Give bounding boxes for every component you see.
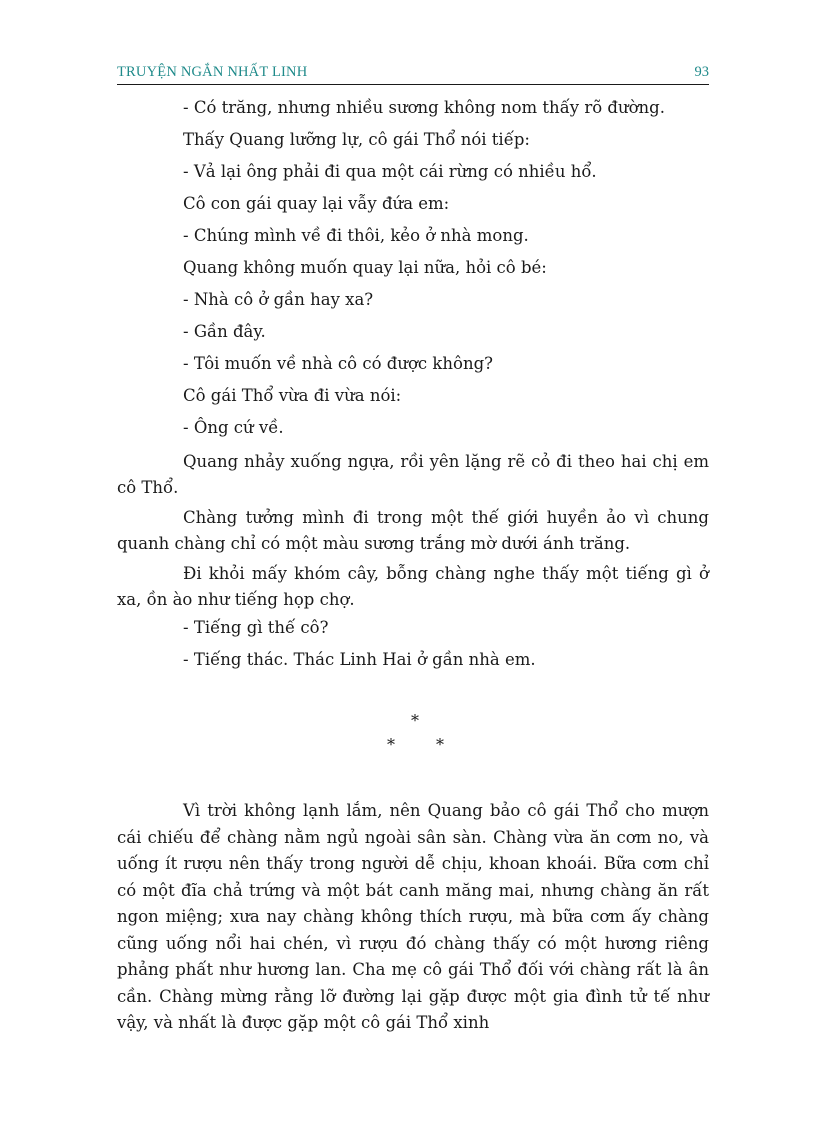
dialogue-line: - Tiếng gì thế cô? — [183, 618, 329, 637]
narration-line: Cô gái Thổ vừa đi vừa nói: — [183, 386, 402, 405]
page-number: 93 — [694, 64, 709, 80]
section-separator — [370, 707, 466, 757]
running-header — [117, 64, 709, 85]
separator-star: * — [387, 735, 395, 754]
book-title: TRUYỆN NGẮN NHẤT LINH — [117, 64, 308, 80]
narration-line: Quang không muốn quay lại nữa, hỏi cô bé: — [183, 258, 547, 277]
dialogue-line: - Tiếng thác. Thác Linh Hai ở gần nhà em. — [183, 650, 536, 669]
dialogue-line: - Nhà cô ở gần hay xa? — [183, 290, 374, 309]
dialogue-line: - Gần đây. — [183, 322, 266, 341]
narration-line: Cô con gái quay lại vẫy đứa em: — [183, 194, 450, 213]
paragraph: Chàng tưởng mình đi trong một thế giới huyền ảo vì chung quanh chàng chỉ có một màu sương trắng mờ dưới ánh trăng. — [117, 508, 709, 553]
dialogue-line: - Chúng mình về đi thôi, kẻo ở nhà mong. — [183, 226, 529, 245]
dialogue-line: - Ông cứ về. — [183, 418, 284, 437]
paragraph: Quang nhảy xuống ngựa, rồi yên lặng rẽ cỏ đi theo hai chị em cô Thổ. — [117, 452, 709, 497]
dialogue-line: - Vả lại ông phải đi qua một cái rừng có nhiều hổ. — [183, 162, 597, 181]
paragraph: Đi khỏi mấy khóm cây, bỗng chàng nghe thấy một tiếng gì ở xa, ồn ào như tiếng họp chợ. — [117, 564, 709, 609]
dialogue-line: - Tôi muốn về nhà cô có được không? — [183, 354, 493, 373]
separator-star: * — [436, 735, 444, 754]
final-paragraph: Vì trời không lạnh lắm, nên Quang bảo cô gái Thổ cho mượn cái chiếu để chàng nằm ngủ ngoài sân sàn. Chàng vừa ăn cơm no, và uống ít rượu nên thấy trong người dễ chịu, khoan khoái. Bữa cơm chỉ có một đĩa chả trứng và một bát canh măng mai, nhưng chàng ăn rất ngon miệng; xưa nay chàng không thích rượu, mà bữa cơm ấy chàng cũng uống nổi hai chén, vì rượu đó chàng thấy có một hương riêng phảng phất như hương lan. Cha mẹ cô gái Thổ đối với chàng rất là ân cần. Chàng mừng rằng lỡ đường lại gặp được một gia đình tử tế như vậy, và nhất là được gặp một cô gái Thổ xinh — [117, 801, 709, 1032]
narration-line: Thấy Quang lưỡng lự, cô gái Thổ nói tiếp: — [183, 130, 530, 149]
dialogue-line: - Có trăng, nhưng nhiều sương không nom thấy rõ đường. — [183, 98, 665, 117]
separator-star: * — [411, 711, 419, 730]
